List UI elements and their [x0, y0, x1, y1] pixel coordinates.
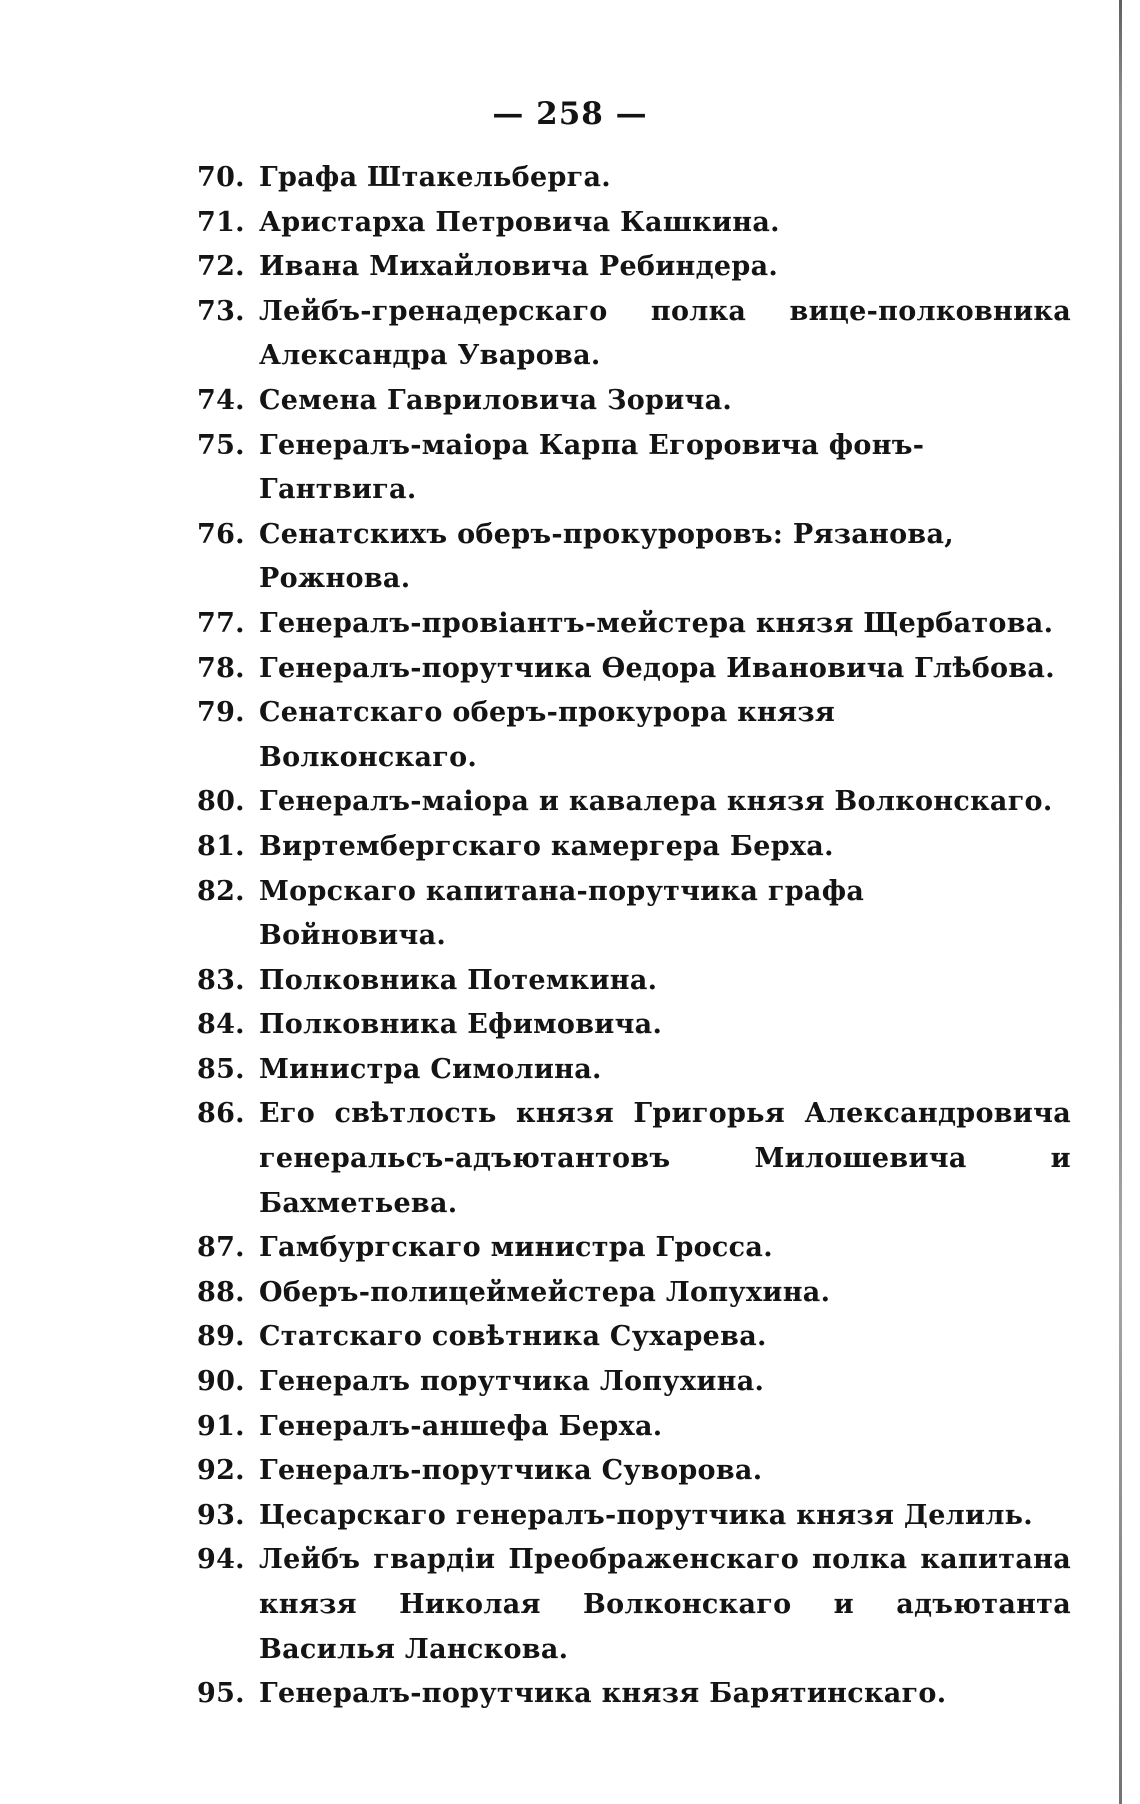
entry-number: 78. [197, 652, 245, 684]
list-item [0, 379, 1059, 424]
list-item [0, 1226, 1059, 1271]
page-number: — 258 — [492, 96, 648, 132]
entry-text: Генералъ порутчика Лопухина. [259, 1366, 765, 1398]
entry-number: 76. [197, 518, 245, 550]
entry-number: 88. [197, 1276, 245, 1308]
entry-text: Генералъ-порутчика Өедора Ивановича Глѣбова. [259, 652, 1055, 684]
entry-text: Виртембергскаго камергера Берха. [259, 830, 834, 862]
entry-number: 74. [197, 384, 245, 416]
list-item [0, 156, 1059, 201]
entry-number: 87. [197, 1232, 245, 1264]
list-item [0, 1315, 1059, 1360]
entry-text: Гамбургскаго министра Гросса. [259, 1232, 773, 1264]
list-item [0, 1538, 1071, 1672]
entry-text: Морскаго капитана-порутчика графа Войновича. [259, 875, 865, 952]
entry-number: 77. [197, 607, 245, 639]
entry-number: 73. [197, 295, 245, 327]
list-item [0, 245, 1059, 290]
list-item [0, 825, 1059, 870]
entry-text: Полковника Потемкина. [259, 964, 658, 996]
list-item [0, 870, 1059, 959]
entry-text: Лейбъ-гренадерскаго полка вице-полковника Александра Уварова. [259, 295, 1071, 372]
entry-number: 82. [197, 875, 245, 907]
list-item [0, 691, 1059, 780]
entry-number: 92. [197, 1455, 245, 1487]
entry-number: 95. [197, 1678, 245, 1710]
list-item [0, 1494, 1059, 1539]
list-item [0, 290, 1071, 379]
entry-text: Генералъ-маiора и кавалера князя Волконскаго. [259, 786, 1053, 818]
list-item [0, 1672, 1059, 1717]
entry-number: 93. [197, 1499, 245, 1531]
list-item [0, 1271, 1059, 1316]
list-item [0, 1092, 1071, 1226]
entry-number: 70. [197, 162, 245, 193]
list-item [0, 1360, 1059, 1405]
entry-number: 79. [197, 697, 245, 729]
entry-text: Генералъ-провiантъ-мейстера князя Щербатова. [259, 607, 1054, 639]
entry-text: Сенатскихъ оберъ-прокуроровъ: Рязанова, Рожнова. [259, 518, 954, 595]
entry-text: Полковника Ефимовича. [259, 1009, 663, 1041]
entry-number: 83. [197, 964, 245, 996]
entry-text: Ивана Михайловича Ребиндера. [259, 251, 779, 283]
entry-text: Оберъ-полицеймейстера Лопухина. [259, 1276, 831, 1308]
entry-text: Лейбъ гвардiи Преображенскаго полка капитана князя Николая Волконскаго и адъютанта Василья Ланскова. [259, 1544, 1071, 1665]
entry-text: Генералъ-аншефа Берха. [259, 1410, 663, 1442]
entry-text: Цесарскаго генералъ-порутчика князя Делиль. [259, 1499, 1034, 1531]
entry-number: 84. [197, 1009, 245, 1041]
entry-list [0, 156, 1140, 1717]
entry-text: Генералъ-маiора Карпа Егоровича фонъ-Гантвига. [259, 429, 925, 506]
entry-text: Сенатскаго оберъ-прокурора князя Волконскаго. [259, 697, 836, 773]
entry-number: 86. [197, 1098, 245, 1130]
entry-number: 85. [197, 1053, 245, 1085]
entry-text: Семена Гавриловича Зорича. [259, 384, 733, 416]
entry-number: 75. [197, 429, 245, 461]
list-item [0, 1048, 1059, 1093]
entry-number: 89. [197, 1321, 245, 1353]
entry-number: 91. [197, 1410, 245, 1442]
list-item [0, 1003, 1059, 1048]
entry-text: Графа Штакельберга. [259, 162, 611, 193]
entry-text: Статскаго совѣтника Сухарева. [259, 1321, 767, 1353]
list-item [0, 201, 1059, 246]
entry-text: Его свѣтлость князя Григорья Александровича генеральсъ-адъютантовъ Милошевича и Бахметьева. [259, 1098, 1071, 1219]
list-item [0, 959, 1059, 1004]
list-item [0, 513, 1059, 602]
entry-number: 72. [197, 251, 245, 283]
entry-number: 94. [197, 1544, 245, 1576]
list-item [0, 647, 1059, 692]
entry-number: 81. [197, 830, 245, 862]
list-item [0, 1449, 1059, 1494]
entry-text: Генералъ-порутчика Суворова. [259, 1455, 763, 1487]
list-item [0, 1405, 1059, 1450]
entry-text: Генералъ-порутчика князя Барятинскаго. [259, 1678, 947, 1710]
entry-number: 90. [197, 1366, 245, 1398]
list-item [0, 424, 1059, 513]
entry-text: Аристарха Петровича Кашкина. [259, 206, 780, 238]
entry-number: 71. [197, 206, 245, 238]
entry-text: Министра Симолина. [259, 1053, 602, 1085]
list-item [0, 780, 1059, 825]
list-item [0, 602, 1059, 647]
entry-number: 80. [197, 786, 245, 818]
